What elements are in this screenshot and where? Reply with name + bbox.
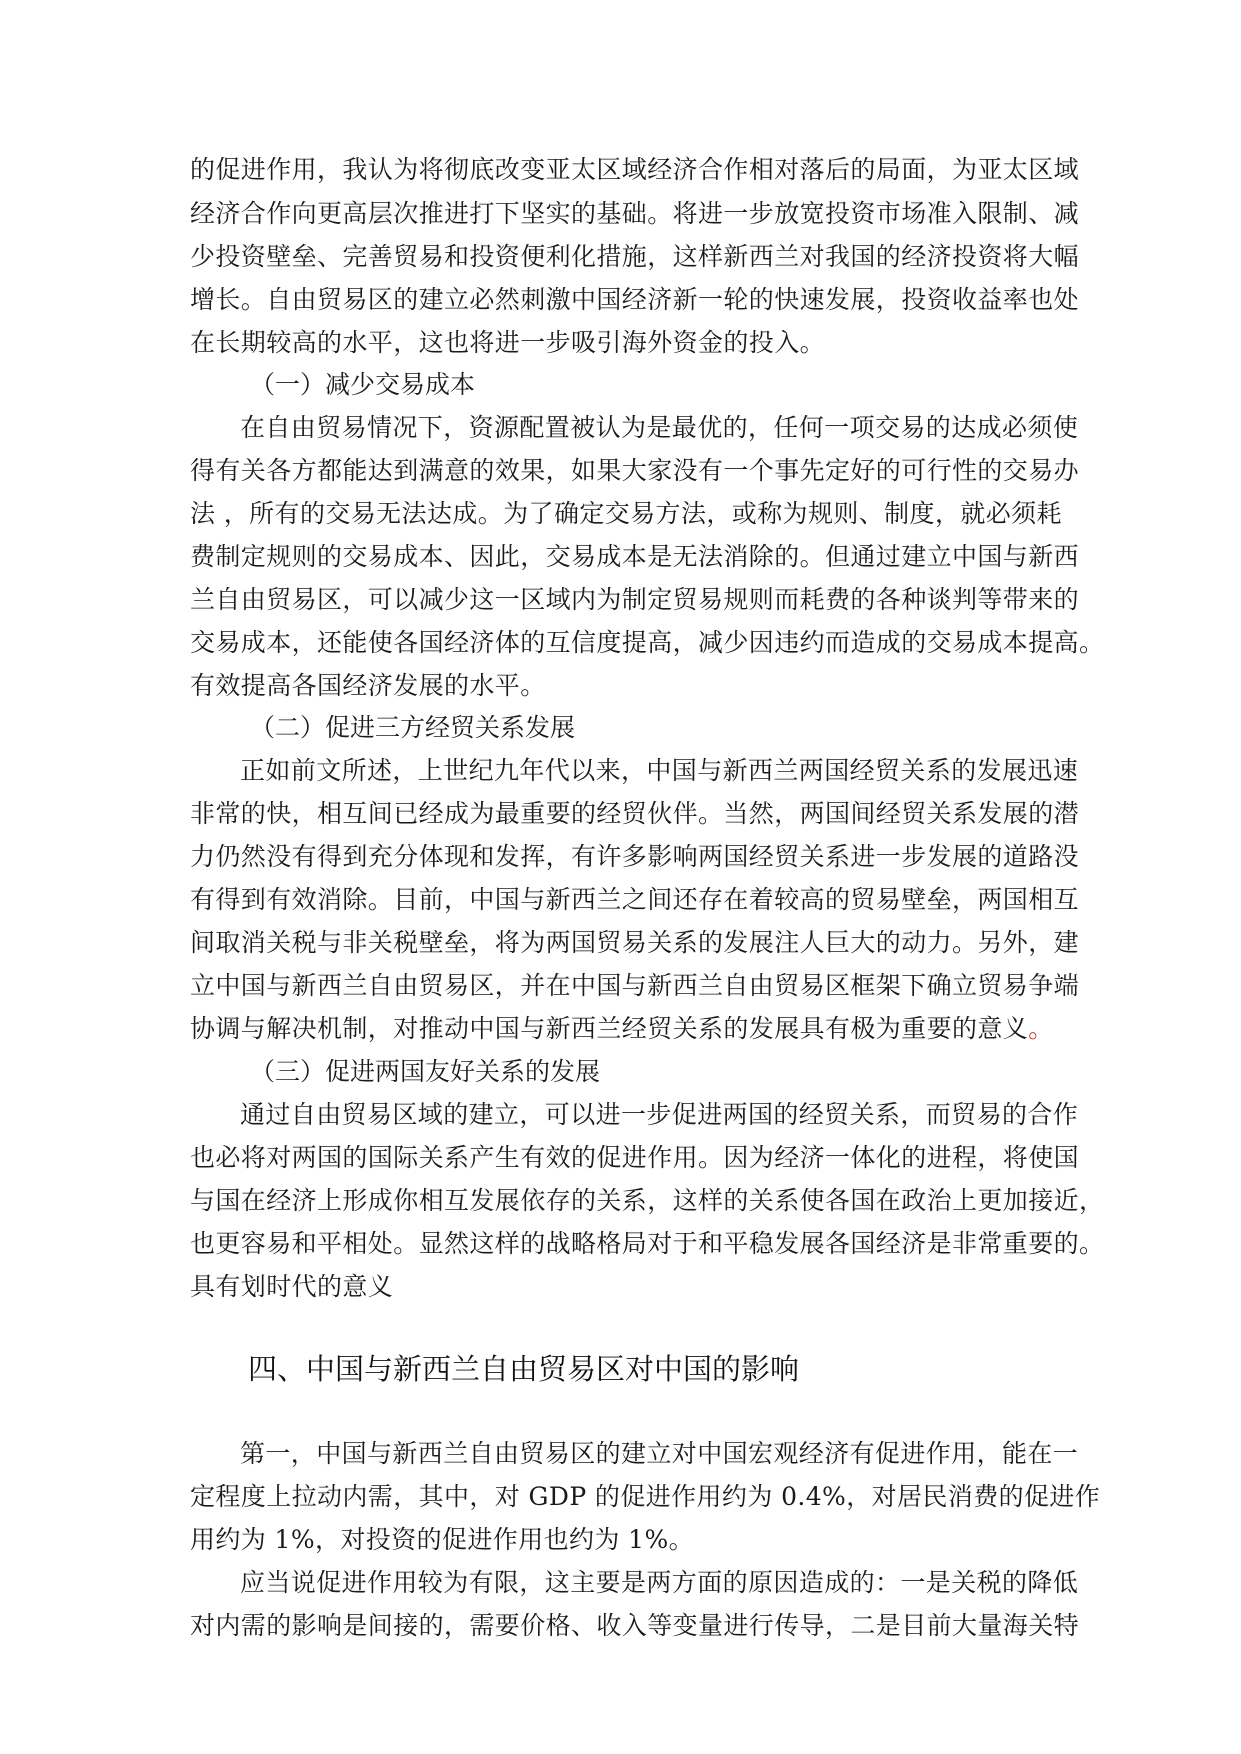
subsection-2-heading: （二）促进三方经贸关系发展 (250, 713, 576, 742)
subsection-3-line-4: 也更容易和平相处。显然这样的战略格局对于和平稳发展各国经济是非常重要的。 (190, 1229, 1105, 1258)
subsection-2-line-4: 有得到有效消除。目前，中国与新西兰之间还存在着较高的贸易壁垒，两国相互 (190, 885, 1080, 914)
subsection-1-line-6: 交易成本，还能使各国经济体的互信度提高，减少因违约而造成的交易成本提高。 (190, 628, 1105, 657)
intro-line-4: 增长。自由贸易区的建立必然刺激中国经济新一轮的快速发展，投资收益率也处 (190, 285, 1080, 314)
red-period-mark: 。 (1028, 1014, 1054, 1043)
section-4-p2-line-2: 对内需的影响是间接的，需要价格、收入等变量进行传导，二是目前大量海关特 (190, 1611, 1080, 1640)
subsection-2-line-2: 非常的快，相互间已经成为最重要的经贸伙伴。当然，两国间经贸关系发展的潜 (190, 799, 1080, 828)
subsection-3-line-2: 也必将对两国的国际关系产生有效的促进作用。因为经济一体化的进程，将使国 (190, 1143, 1080, 1172)
section-4-p1-line-3: 用约为 1%，对投资的促进作用也约为 1%。 (190, 1525, 695, 1554)
intro-line-2: 经济合作向更高层次推进打下坚实的基础。将进一步放宽投资市场准入限制、减 (190, 199, 1080, 228)
subsection-3-line-3: 与国在经济上形成你相互发展依存的关系，这样的关系使各国在政治上更加接近， (190, 1186, 1105, 1215)
subsection-1-line-4: 费制定规则的交易成本、因此，交易成本是无法消除的。但通过建立中国与新西 (190, 542, 1080, 571)
subsection-3-heading: （三）促进两国友好关系的发展 (250, 1057, 601, 1086)
subsection-2-line-6: 立中国与新西兰自由贸易区，并在中国与新西兰自由贸易区框架下确立贸易争端 (190, 971, 1080, 1000)
subsection-1-line-2: 得有关各方都能达到满意的效果，如果大家没有一个事先定好的可行性的交易办 (190, 456, 1080, 485)
intro-line-3: 少投资壁垒、完善贸易和投资便利化措施，这样新西兰对我国的经济投资将大幅 (190, 242, 1080, 271)
subsection-3-line-1: 通过自由贸易区域的建立，可以进一步促进两国的经贸关系，而贸易的合作 (240, 1100, 1079, 1129)
subsection-1-heading: （一）减少交易成本 (250, 370, 476, 399)
intro-line-1: 的促进作用，我认为将彻底改变亚太区域经济合作相对落后的局面，为亚太区域 (190, 155, 1080, 184)
subsection-2-line-5: 间取消关税与非关税壁垒，将为两国贸易关系的发展注人巨大的动力。另外，建 (190, 928, 1080, 957)
section-4-p1-line-2: 定程度上拉动内需，其中，对 GDP 的促进作用约为 0.4%，对居民消费的促进作 (190, 1482, 1101, 1511)
subsection-2-line-3: 力仍然没有得到充分体现和发挥，有许多影响两国经贸关系进一步发展的道路没 (190, 842, 1080, 871)
subsection-2-line-7-text: 协调与解决机制，对推动中国与新西兰经贸关系的发展具有极为重要的意义 (190, 1014, 1029, 1043)
subsection-1-line-1: 在自由贸易情况下，资源配置被认为是最优的，任何一项交易的达成必须使 (240, 413, 1079, 442)
subsection-3-line-5: 具有划时代的意义 (190, 1272, 394, 1301)
section-4-p1-line-1: 第一，中国与新西兰自由贸易区的建立对中国宏观经济有促进作用，能在一 (240, 1439, 1079, 1468)
subsection-2-line-1: 正如前文所述，上世纪九年代以来，中国与新西兰两国经贸关系的发展迅速 (240, 756, 1079, 785)
section-4-p2-line-1: 应当说促进作用较为有限，这主要是两方面的原因造成的：一是关税的降低 (240, 1568, 1079, 1597)
subsection-1-line-5: 兰自由贸易区，可以减少这一区域内为制定贸易规则而耗费的各种谈判等带来的 (190, 585, 1080, 614)
subsection-2-line-7 (190, 1014, 1054, 1044)
section-4-heading: 四、中国与新西兰自由贸易区对中国的影响 (248, 1352, 800, 1386)
subsection-1-line-7: 有效提高各国经济发展的水平。 (190, 671, 546, 700)
intro-line-5: 在长期较高的水平，这也将进一步吸引海外资金的投入。 (190, 328, 826, 357)
subsection-1-line-3: 法 ，所有的交易无法达成。为了确定交易方法，或称为规则、制度，就必须耗 (190, 499, 1062, 528)
